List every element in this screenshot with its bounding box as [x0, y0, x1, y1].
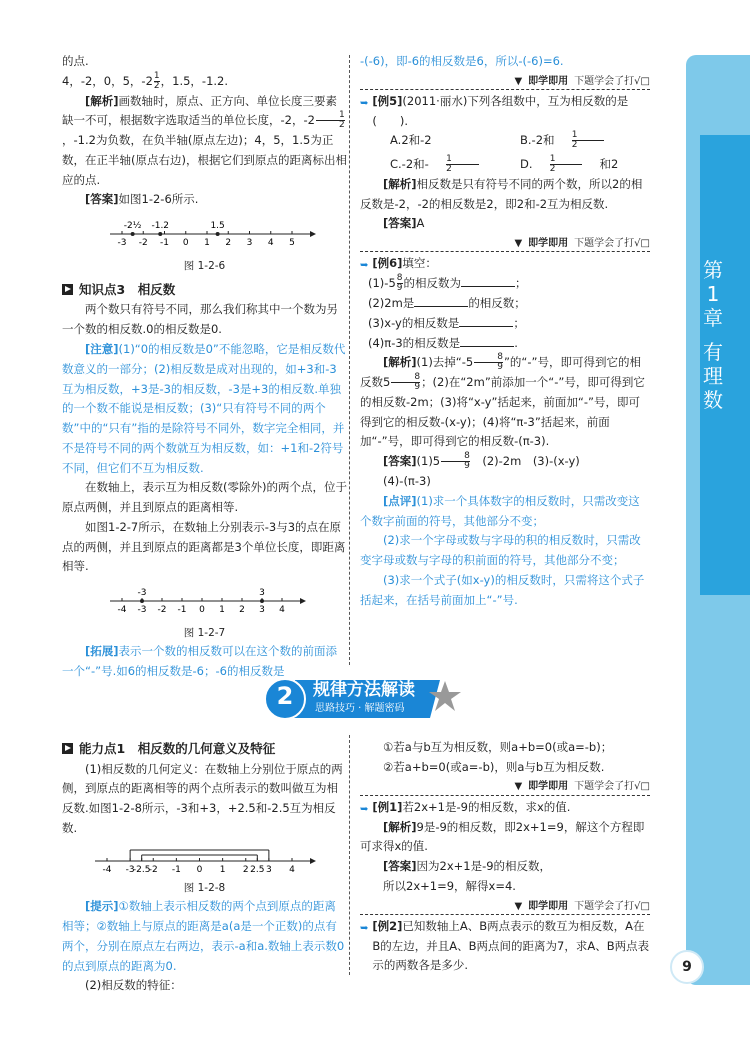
- practice-bar[interactable]: ▼ 即学即用 下题学会了打√□: [360, 899, 650, 915]
- number-line-1-2-7: [62, 577, 347, 617]
- tick-label: 3: [246, 238, 253, 249]
- tick-label: 1: [219, 605, 225, 616]
- chapter-label: 第1章 有理数: [703, 258, 723, 412]
- section-heading: 知识点3 相反数: [62, 279, 347, 301]
- tick-label: -2.5: [132, 864, 151, 873]
- arrow-icon: ➥: [360, 922, 369, 934]
- figure-caption: 图 1-2-7: [183, 626, 226, 639]
- tick-label: 4: [279, 605, 285, 616]
- tick-label: 0: [182, 238, 189, 249]
- tick-label: -2: [138, 238, 148, 249]
- section-heading: 能力点1 相反数的几何意义及特征: [62, 738, 347, 760]
- point: [158, 232, 162, 236]
- tick-label: -2: [148, 864, 158, 873]
- tick-label: 4: [289, 864, 295, 873]
- column-divider: [349, 55, 350, 665]
- tick-label: -4: [102, 864, 112, 873]
- point-label: -2½: [123, 221, 142, 232]
- tick-label: 5: [289, 238, 295, 249]
- play-icon: [62, 284, 73, 295]
- point: [131, 232, 135, 236]
- point-label: -1.2: [151, 221, 170, 232]
- number-line-1-2-8: [62, 839, 347, 873]
- tick-label: 3: [266, 864, 272, 873]
- arrow-icon: ➥: [360, 97, 369, 109]
- tick-label: 2: [242, 864, 249, 873]
- point: [140, 599, 144, 603]
- tick-label: -4: [117, 605, 127, 616]
- tick-label: 4: [267, 238, 274, 249]
- tick-label: 0: [199, 605, 205, 616]
- tick-label: -1: [177, 605, 187, 616]
- axis-arrow: [310, 231, 316, 237]
- point-label: 3: [259, 588, 265, 599]
- section-banner: 2 规律方法解读 思路技巧 · 解题密码: [255, 676, 465, 722]
- tick-label: -3: [117, 238, 127, 249]
- left-column: 的点. 4，-2，0，5，-2 $\frac{1}{2}$ ，1.5，-1.2. [解析]画数轴时，原点、正方向、单位长度三要素缺一不可，根据数字选取适当的单位长度，-2，-2 $\frac{1}{2}$ ，-1.2为负数，在负半轴(原点左边)；4，5，1.5为正数，在正半轴(原点右边)，根据它们到原点的距离标出相应的点. [答案]如图1-2-6所示. -3 -2 -1 0 1 2 3 4 5 -2½ -1.2 1.5 图 1-2-6 知识点3 相反数 两个数只有符号不同，那么我们称其中一个数为另一个数的相反数.0的相反数是0. [注意](1)“0的相反数是0”不能忽略，它是相反数代数意义的一部分；(2)相反数是成对出现的，如+3和-3互为相反数，+3是-3的相反数，-3是+3的相反数.单独的一个数不能说是相反数；(3)“只有符号不同的两个数”中的“只有”指的是除符号不同外，数字完全相同，并不是符号不同的两个数就互为相反数，如：+1和-2符号不同，但它们不互为相反数. 在数轴上，表示互为相反数(零除外)的两个点，位于原点两侧，并且到原点的距离相等. 如图1-2-7所示，在数轴上分别表示-3与3的点在原点的两侧，并且到原点的距离都是3个单位长度，即距离相等. -4 -3 -2 -1 0 1 2 3 4 -3 3 图 1-2-7 [拓展]表示一个数的相反数可以在这个数的前面添一个“-”号.如6的相反数是-6；-6的相反数是: [62, 54, 347, 678]
- tick-label: 1: [204, 238, 210, 249]
- arrow-icon: ➥: [360, 260, 369, 272]
- tick-label: -3: [137, 605, 147, 616]
- tick-label: -3: [125, 864, 135, 873]
- point-label: -3: [137, 588, 147, 599]
- right-column: -(-6)，即-6的相反数是6，所以-(-6)=6. ▼ 即学即用 下题学会了打√□ ➥ [例5](2011·丽水)下列各组数中，互为相反数的是( ). A.2和-2 B.-2和 $\frac{1}{2}$ C.-2和- $\frac{1}{2}$ D. $\frac{1}{2}$ 和2 [解析]相反数是只有符号不同的两个数，所以2的相反数是-2，-2的相反数是2，即2和-2互为相反数. [答案]A ▼ 即学即用 下题学会了打√□ ➥ [例6]填空： (1)-5 $\frac{8}{9}$ 的相反数为 ； (2)2m是 的相反数； (3)x-y的相反数是 ； (4)π-3的相反数是 . [解析](1)去掉“-5 $\frac{8}{9}$ ”的“-”号，即可得到它的相反数5 $\frac{8}{9}$ ；(2)在“2m”前添加一个“-”号，即可得到它的相反数-2m；(3)将“x-y”括起来，前面加“-”号，即可得到它的相反数-(x-y)；(4)将“π-3”括起来，前面加“-”号，即可得到它的相反数-(π-3). [答案](1)5 $\frac{8}{9}$ (2)-2m (3)-(x-y) (4)-(π-3) [点评](1)求一个具体数字的相反数时，只需改变这个数字前面的符号，其他部分不变； (2)求一个字母或数与字母的积的相反数时，只需改变字母或数与字母的积前面的符号，其他部分不变； (3)求一个式子(如x-y)的相反数时，只需将这个式子括起来，在括号前面加上“-”号.: [360, 54, 650, 607]
- bottom-left-column: 能力点1 相反数的几何意义及特征 (1)相反数的几何定义：在数轴上分别位于原点的两侧，到原点的距离相等的两个点所表示的数叫做互为相反数.如图1-2-8所示，-3和+3，+2.5和-2.5互为相反数. -4 -3 -2.5 -2 -1 0 1 2 2.5 3 4 图 1-2-8 [提示]①数轴上表示相反数的两个点到原点的距离相等；②数轴上与原点的距离是a(a是一个正数)的点有两个，分别在原点左右两边，表示-a和a.数轴上表示数0的点到原点的距离为0. (2)相反数的特征：: [62, 738, 347, 996]
- bottom-right-column: ①若a与b互为相反数，则a+b=0(或a=-b)； ②若a+b=0(或a=-b)，则a与b互为相反数. ▼ 即学即用 下题学会了打√□ ➥ [例1]若2x+1是-9的相反数，求x的值. [解析]9是-9的相反数，即2x+1=9，解这个方程即可求得x的值. [答案]因为2x+1是-9的相反数， 所以2x+1=9，解得x=4. ▼ 即学即用 下题学会了打√□ ➥ [例2]已知数轴上A、B两点表示的数互为相反数，A在B的左边，并且A、B两点间的距离为7，求A、B两点表示的两数各是多少.: [360, 740, 650, 973]
- arrow-icon: ➥: [360, 803, 369, 815]
- tick-label: 0: [196, 864, 203, 873]
- tick-label: 2: [239, 605, 245, 616]
- tick-label: -2: [157, 605, 167, 616]
- axis-arrow: [300, 598, 306, 604]
- point: [260, 599, 264, 603]
- point-label: 1.5: [210, 221, 225, 232]
- chapter-side-tab: [686, 55, 750, 985]
- practice-bar[interactable]: ▼ 即学即用 下题学会了打√□: [360, 74, 650, 90]
- figure-caption: 图 1-2-8: [183, 882, 226, 895]
- practice-bar[interactable]: ▼ 即学即用 下题学会了打√□: [360, 780, 650, 796]
- number-line-1-2-6: [62, 210, 347, 250]
- tick-label: 1: [219, 864, 226, 873]
- point: [216, 232, 220, 236]
- page-number: 9: [670, 950, 704, 984]
- tick-label: 2: [225, 238, 232, 249]
- tick-label: 2.5: [250, 864, 265, 873]
- tick-label: 3: [259, 605, 265, 616]
- tick-label: -1: [160, 238, 169, 249]
- figure-caption: 图 1-2-6: [183, 259, 226, 272]
- play-icon: [62, 743, 73, 754]
- practice-bar[interactable]: ▼ 即学即用 下题学会了打√□: [360, 236, 650, 252]
- column-divider-bottom: [349, 735, 350, 975]
- tick-label: -1: [171, 864, 181, 873]
- axis-arrow: [310, 858, 316, 864]
